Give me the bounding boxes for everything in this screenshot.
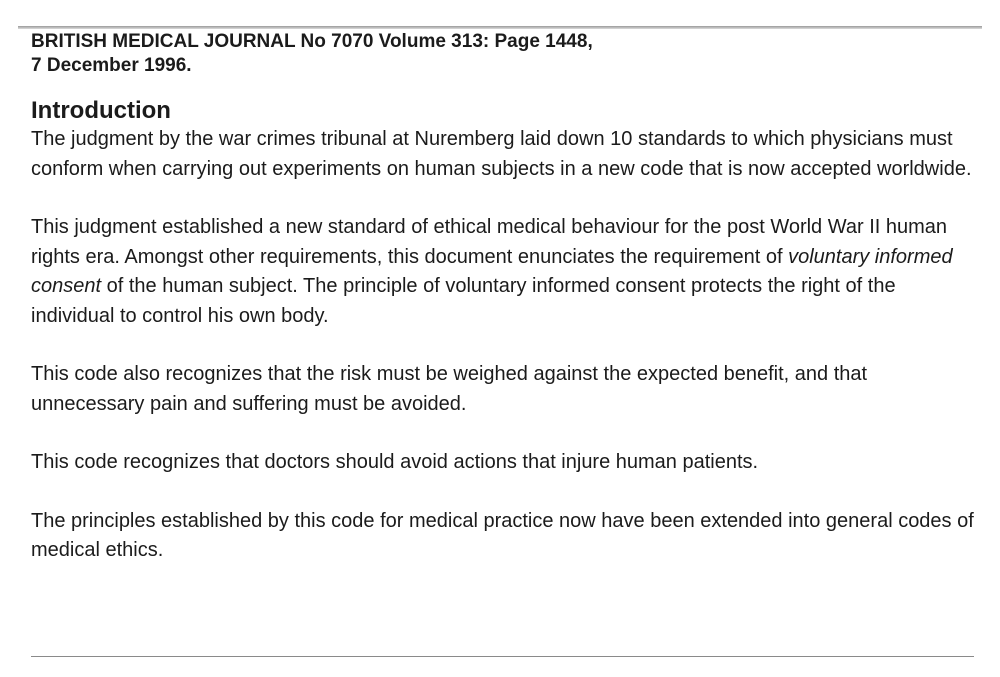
top-divider [18, 26, 982, 29]
journal-citation [31, 30, 981, 78]
document-body [31, 30, 981, 566]
bottom-divider [31, 656, 974, 657]
paragraph-2 [31, 213, 981, 331]
paragraph-4: This code recognizes that doctors should avoid actions that injure human patients. [31, 451, 759, 473]
paragraph-5: The principles established by this code for medical practice now have been extended into general codes of medical ethics. [31, 509, 974, 561]
paragraph-1: The judgment by the war crimes tribunal at Nuremberg laid down 10 standards to which physicians must conform when carrying out experiments on human subjects in a new code that is now accepted worldwide. [31, 128, 972, 180]
paragraph-3: This code also recognizes that the risk must be weighed against the expected benefit, and that unnecessary pain and suffering must be avoided. [31, 363, 868, 415]
paragraph-2-emphasis: voluntary informed consent [31, 245, 953, 297]
citation-line-2: 7 December 1996. [31, 55, 192, 76]
citation-line-1: BRITISH MEDICAL JOURNAL No 7070 Volume 313: Page 1448, [31, 31, 593, 52]
paragraph-2-before: This judgment established a new standard of ethical medical behaviour for the post World War II human rights era. Amongst other requirements, this document enunciates the requirement of [31, 216, 948, 268]
paragraph-2-after: of the human subject. The principle of voluntary informed consent protects the right of the individual to control his own body. [31, 275, 896, 327]
section-heading: Introduction [31, 97, 171, 124]
